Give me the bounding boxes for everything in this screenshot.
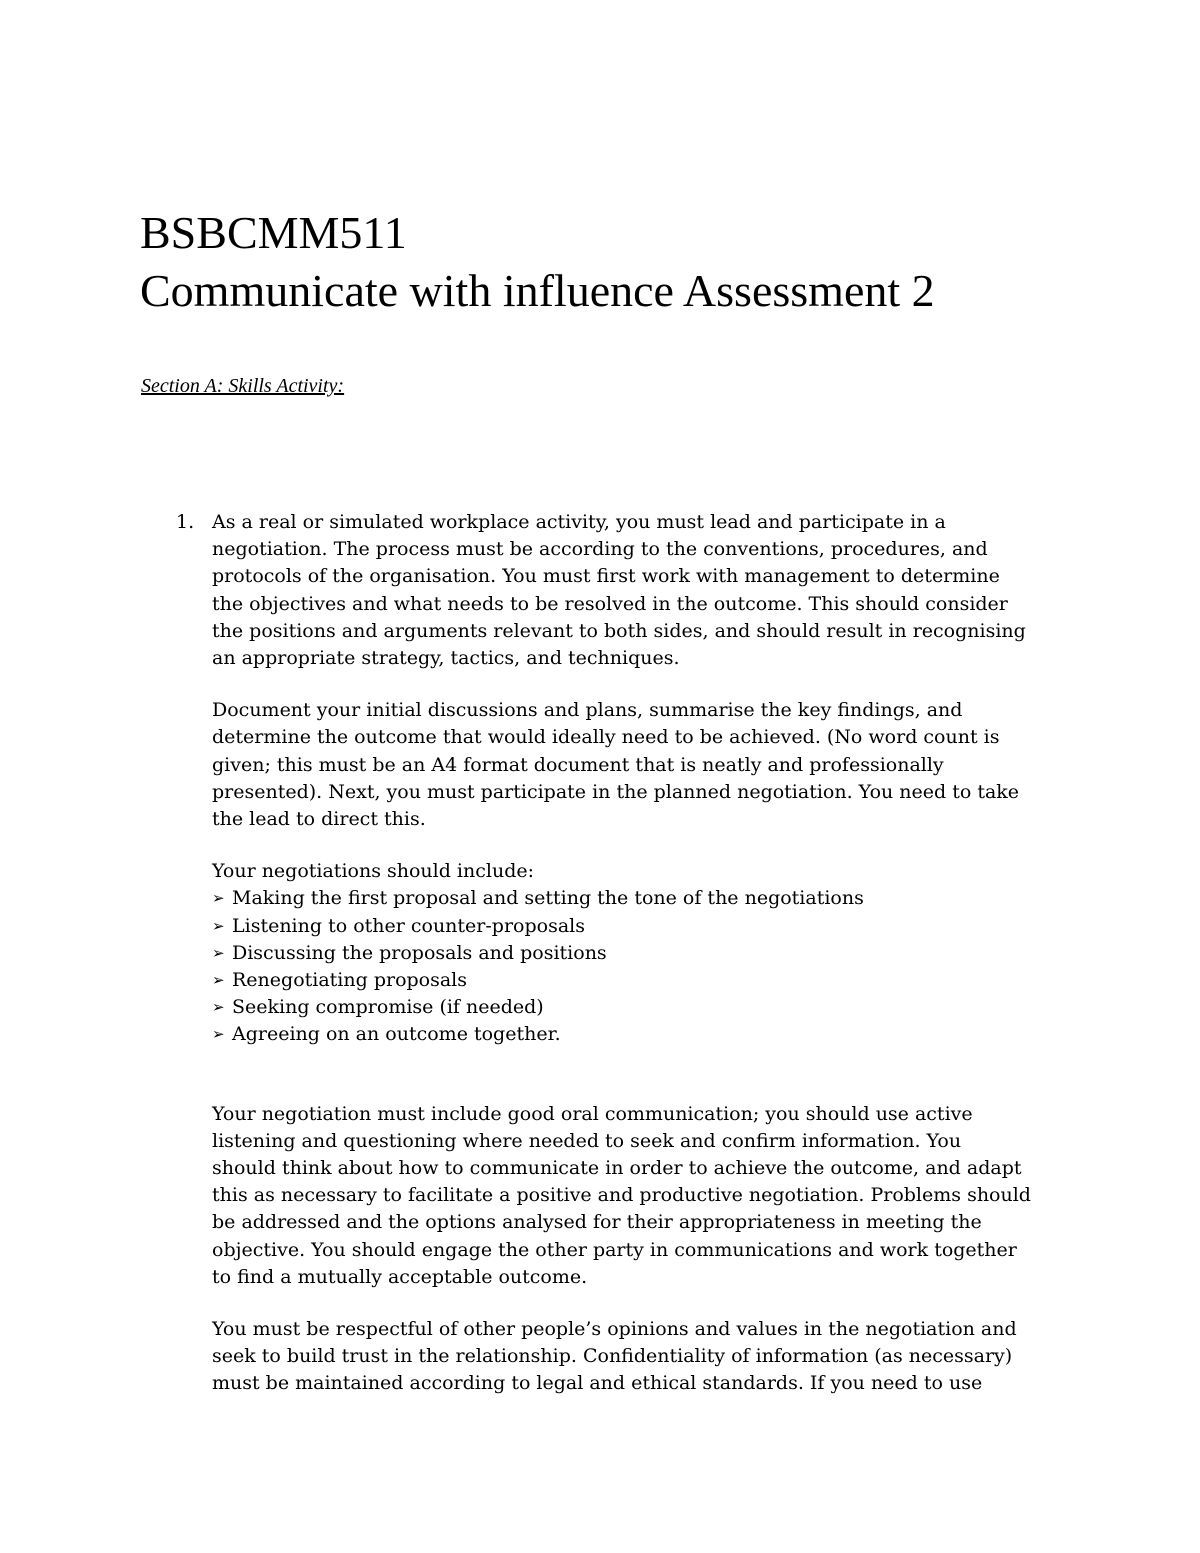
text-line: the objectives and what needs to be resolved in the outcome. This should consider <box>212 592 1008 615</box>
text-line: protocols of the organisation. You must first work with management to determine <box>212 565 1000 588</box>
text-line: As a real or simulated workplace activity, you must lead and participate in a <box>212 511 946 533</box>
list-item-text: Agreeing on an outcome together. <box>232 1023 561 1046</box>
document-title <box>140 204 935 320</box>
list-item-text: Listening to other counter-proposals <box>232 914 585 937</box>
negotiation-list <box>212 858 1072 1048</box>
text-line: this as necessary to facilitate a positive and productive negotiation. Problems should <box>212 1184 1031 1207</box>
text-line: the lead to direct this. <box>212 808 426 831</box>
assessment-title: Communicate with influence Assessment 2 <box>140 265 935 316</box>
text-line: given; this must be an A4 format document that is neatly and professionally <box>212 753 944 776</box>
text-line: listening and questioning where needed to seek and confirm information. You <box>212 1129 962 1152</box>
unit-code-title: BSBCMM511 <box>140 207 407 258</box>
text-line: must be maintained according to legal and ethical standards. If you need to use <box>212 1372 983 1395</box>
list-item <box>212 913 1072 940</box>
arrow-bullet-icon: ➢ <box>212 971 225 990</box>
text-line: an appropriate strategy, tactics, and techniques. <box>212 647 680 670</box>
list-item <box>212 940 1072 967</box>
text-line: negotiation. The process must be according to the conventions, procedures, and <box>212 538 988 561</box>
paragraph-instructions <box>212 509 1072 672</box>
text-line: presented). Next, you must participate in the planned negotiation. You need to take <box>212 780 1020 803</box>
text-line: to find a mutually acceptable outcome. <box>212 1265 588 1288</box>
text-line: objective. You should engage the other party in communications and work together <box>212 1238 1017 1261</box>
text-line: the positions and arguments relevant to both sides, and should result in recognising <box>212 619 1026 642</box>
text-line: be addressed and the options analysed for their appropriateness in meeting the <box>212 1211 982 1234</box>
arrow-bullet-icon: ➢ <box>212 943 225 962</box>
list-item-text: Seeking compromise (if needed) <box>232 996 544 1019</box>
text-line: Document your initial discussions and plans, summarise the key findings, and <box>212 699 963 722</box>
list-item <box>212 885 1072 912</box>
list-item-text: Making the first proposal and setting the tone of the negotiations <box>232 887 864 910</box>
list-item-text: Renegotiating proposals <box>232 969 468 992</box>
arrow-bullet-icon: ➢ <box>212 998 225 1017</box>
list-intro: Your negotiations should include: <box>212 860 535 883</box>
arrow-bullet-icon: ➢ <box>212 889 225 908</box>
list-item <box>212 967 1072 994</box>
list-item-text: Discussing the proposals and positions <box>232 941 607 964</box>
item-body <box>212 509 1072 1398</box>
list-item <box>212 994 1072 1021</box>
paragraph-documentation <box>212 697 1072 833</box>
item-number: 1. <box>176 511 195 533</box>
text-line: should think about how to communicate in order to achieve the outcome, and adapt <box>212 1157 1022 1180</box>
text-line: seek to build trust in the relationship. Confidentiality of information (as necessary) <box>212 1345 1013 1368</box>
text-line: determine the outcome that would ideally need to be achieved. (No word count is <box>212 726 1000 749</box>
list-item <box>212 1021 1072 1048</box>
text-line: You must be respectful of other people’s opinions and values in the negotiation and <box>212 1318 1017 1341</box>
arrow-bullet-icon: ➢ <box>212 916 225 935</box>
section-heading: Section A: Skills Activity: <box>141 375 345 397</box>
text-line: Your negotiation must include good oral communication; you should use active <box>212 1102 973 1125</box>
paragraph-communication <box>212 1101 1072 1291</box>
arrow-bullet-icon: ➢ <box>212 1025 225 1044</box>
paragraph-respect <box>212 1316 1072 1398</box>
